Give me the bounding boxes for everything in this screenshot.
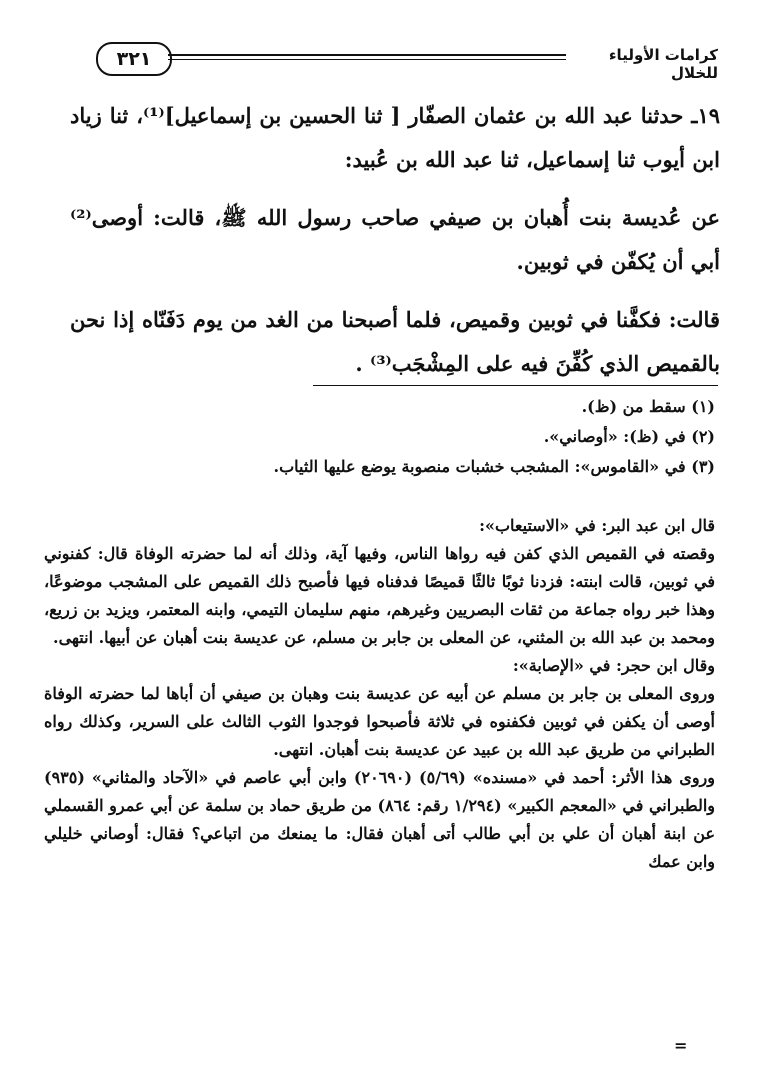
running-title: كرامات الأولياء للخلال bbox=[608, 46, 718, 82]
footnotes bbox=[115, 392, 715, 482]
continuation-mark: = bbox=[674, 1036, 688, 1055]
header-rule bbox=[168, 54, 566, 56]
main-paragraph: عن عُديسة بنت أُهبان بن صيفي صاحب رسول الله ﷺ، قالت: أوصى⁽²⁾ أبي أن يُكفّن في ثوبين. bbox=[70, 205, 720, 274]
main-paragraph: ١٩ـ حدثنا عبد الله بن عثمان الصفّار [ ثنا الحسين بن إسماعيل]⁽¹⁾، ثنا زياد ابن أيوب ثنا إسماعيل، ثنا عبد الله بن عُبيد: bbox=[70, 103, 720, 172]
commentary-paragraph: وقصته في القميص الذي كفن فيه رواها الناس، وفيها آية، وذلك أنه لما حضرته الوفاة قال: كفنوني في ثوبين، قالت ابنته: فزدنا ثوبًا ثالثًا قميصًا فدفناه فيها فأصبح ذلك القميص على المشجب موضوعًا، وهذا خبر رواه جماعة من ثقات البصريين وغيرهم، منهم سليمان التيمي، وابنه المعتمر، ويزيد بن زريع، ومحمد بن عبد الله بن المثني، عن المعلى بن جابر بن مسلم، عن عديسة بنت أهبان عن أبيها. انتهى. bbox=[44, 544, 716, 647]
header-rule-thin bbox=[168, 59, 566, 60]
commentary-lead: قال ابن عبد البر: في «الاستيعاب»: bbox=[479, 516, 715, 535]
page-number: ٣٢١ bbox=[96, 42, 172, 76]
commentary-lead: وقال ابن حجر: في «الإصابة»: bbox=[512, 656, 715, 675]
footnote: (٣) في «القاموس»: المشجب خشبات منصوبة يوضع عليها الثياب. bbox=[273, 457, 715, 476]
commentary-paragraph: وروى هذا الأثر: أحمد في «مسنده» (٥/٦٩) (٢٠٦٩٠) وابن أبي عاصم في «الآحاد والمثاني» (٩٣٥) والطبراني في «المعجم الكبير» (١/٢٩٤ رقم: ٨٦٤) من طريق حماد بن سلمة عن أبي عمرو القسملي عن ابنة أهبان أن علي بن أبي طالب أتى أهبان فقال: ما يمنعك من اتباعي؟ فقال: أوصاني خليلي وابن عمك bbox=[44, 768, 716, 871]
page-header bbox=[96, 38, 718, 82]
commentary-paragraph: وروى المعلى بن جابر بن مسلم عن أبيه عن عديسة بنت وهبان بن صيفي أن أباها لما حضرته الوفاة أوصى أن يكفن في ثوبين فكفنوه في ثلاثة فأصبحوا فوجدوا الثوب الثالث على السرير، وكذلك رواه الطبراني من طريق عبد الله بن عبيد عن عديسة بنت أهبان. انتهى. bbox=[44, 684, 715, 759]
footnote-separator bbox=[313, 385, 718, 386]
footnote: (٢) في (ظ): «أوصاني». bbox=[543, 427, 715, 446]
main-paragraph: قالت: فكفَّنا في ثوبين وقميص، فلما أصبحنا من الغد من يوم دَفَنّاه إذا نحن بالقميص الذي كُفِّنَ فيه على المِشْجَب⁽³⁾ . bbox=[70, 307, 720, 376]
main-text bbox=[70, 94, 720, 386]
commentary bbox=[44, 512, 715, 876]
footnote: (١) سقط من (ظ). bbox=[581, 397, 715, 416]
